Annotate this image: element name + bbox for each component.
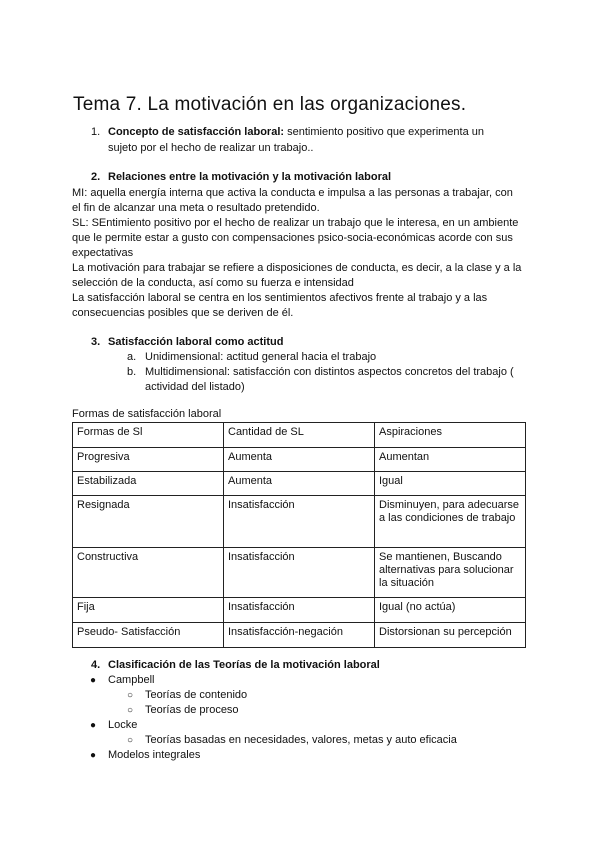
- table-header-cell: Formas de Sl: [73, 423, 224, 448]
- table-row: [73, 623, 526, 648]
- section-1-heading: Concepto de satisfacción laboral:: [108, 126, 285, 138]
- circle-bullet-icon: ○: [127, 705, 134, 716]
- section-2-heading: Relaciones entre la motivación y la motivación laboral: [108, 171, 392, 183]
- section-3-item-marker: a.: [127, 351, 137, 363]
- table-row: [73, 472, 526, 496]
- theory-item: Campbell: [108, 674, 155, 686]
- table-cell: Igual (no actúa): [375, 598, 526, 623]
- page-title: Tema 7. La motivación en las organizaciones.: [73, 94, 467, 115]
- section-3-heading: Satisfacción laboral como actitud: [108, 336, 284, 348]
- table-header-row: [73, 423, 526, 448]
- section-3-number: 3.: [91, 336, 101, 348]
- section-2-line: selección de la conducta, así como su fuerza e intensidad: [72, 277, 354, 289]
- table-row: [73, 496, 526, 548]
- table-cell: Se mantienen, Buscando alternativas para solucionar la situación: [375, 548, 526, 598]
- table-cell: Aumentan: [375, 448, 526, 472]
- table-cell: Insatisfacción: [224, 496, 375, 548]
- table-cell: Aumenta: [224, 448, 375, 472]
- table-cell: Disminuyen, para adecuarse a las condiciones de trabajo: [375, 496, 526, 548]
- section-2-line: La satisfacción laboral se centra en los sentimientos afectivos frente al trabajo y a las: [72, 292, 488, 304]
- section-3-item-cont: actividad del listado): [145, 381, 245, 393]
- table-caption: Formas de satisfacción laboral: [72, 408, 222, 420]
- theory-item: Locke: [108, 719, 138, 731]
- section-1-line-1: [108, 125, 484, 140]
- table-cell: Pseudo- Satisfacción: [73, 623, 224, 648]
- table-cell: Aumenta: [224, 472, 375, 496]
- theory-item: Modelos integrales: [108, 749, 201, 761]
- section-1-number: 1.: [91, 126, 101, 138]
- table-cell: Insatisfacción: [224, 548, 375, 598]
- bullet-icon: ●: [90, 675, 97, 686]
- section-2-number: 2.: [91, 171, 101, 183]
- table-cell: Fija: [73, 598, 224, 623]
- section-1-text: sentimiento positivo que experimenta un: [284, 126, 484, 138]
- section-3-item: Unidimensional: actitud general hacia el trabajo: [145, 351, 377, 363]
- table-cell: Constructiva: [73, 548, 224, 598]
- table-cell: Insatisfacción: [224, 598, 375, 623]
- satisfaction-forms-table: [72, 422, 526, 648]
- theory-subitem: Teorías de contenido: [145, 689, 248, 701]
- circle-bullet-icon: ○: [127, 690, 134, 701]
- section-2-line: el fin de alcanzar una meta o resultado pretendido.: [72, 202, 320, 214]
- table-cell: Distorsionan su percepción: [375, 623, 526, 648]
- section-4-number: 4.: [91, 659, 101, 671]
- circle-bullet-icon: ○: [127, 735, 134, 746]
- table-cell: Resignada: [73, 496, 224, 548]
- table-cell: Progresiva: [73, 448, 224, 472]
- section-2-line: consecuencias posibles que se deriven de él.: [72, 307, 294, 319]
- table-cell: Insatisfacción-negación: [224, 623, 375, 648]
- section-2-line: expectativas: [72, 247, 134, 259]
- section-2-line: que le permite estar a gusto con compensaciones psico-socia-económicas acorde con sus: [72, 232, 513, 244]
- table-cell: Igual: [375, 472, 526, 496]
- theory-subitem: Teorías de proceso: [145, 704, 239, 716]
- table-header-cell: Cantidad de SL: [224, 423, 375, 448]
- table-row: [73, 448, 526, 472]
- theory-subitem: Teorías basadas en necesidades, valores, metas y auto eficacia: [145, 734, 457, 746]
- bullet-icon: ●: [90, 720, 97, 731]
- section-2-line: SL: SEntimiento positivo por el hecho de realizar un trabajo que le interesa, en un ambiente: [72, 217, 519, 229]
- section-3-item-marker: b.: [127, 366, 137, 378]
- table-row: [73, 598, 526, 623]
- table-row: [73, 548, 526, 598]
- section-4-heading: Clasificación de las Teorías de la motivación laboral: [108, 659, 380, 671]
- section-2-line: MI: aquella energía interna que activa la conducta e impulsa a las personas a trabajar, con: [72, 187, 513, 199]
- section-2-line: La motivación para trabajar se refiere a disposiciones de conducta, es decir, a la clase y a la: [72, 262, 522, 274]
- section-3-item: Multidimensional: satisfacción con distintos aspectos concretos del trabajo (: [145, 366, 514, 378]
- table-cell: Estabilizada: [73, 472, 224, 496]
- bullet-icon: ●: [90, 750, 97, 761]
- table-header-cell: Aspiraciones: [375, 423, 526, 448]
- section-1-line-2: sujeto por el hecho de realizar un trabajo..: [108, 142, 314, 154]
